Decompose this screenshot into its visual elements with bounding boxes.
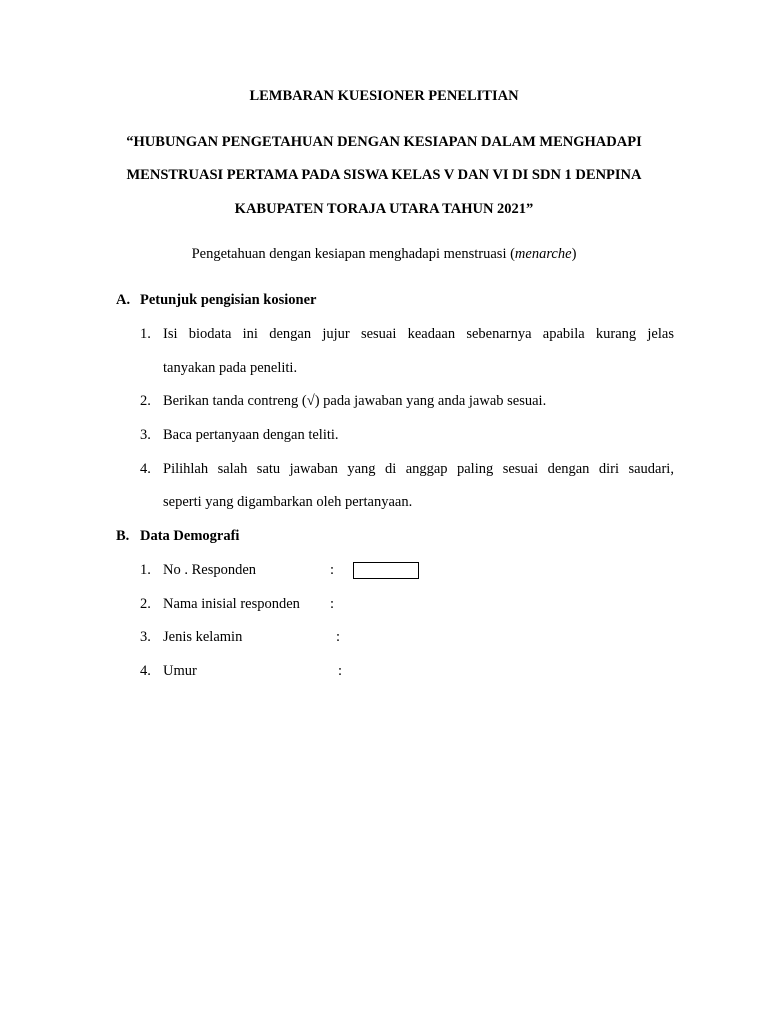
b-item-3-num: 3.	[140, 629, 151, 645]
section-b-marker: B.	[116, 528, 130, 544]
subtitle-line-1: “HUBUNGAN PENGETAHUAN DENGAN KESIAPAN DALAM MENGHADAPI	[126, 134, 642, 150]
a-item-1-word: ini	[242, 326, 258, 342]
a-item-1-word: sebenarnya	[466, 326, 532, 342]
intro-italic: menarche	[514, 246, 572, 262]
a-item-1-word: jujur	[322, 326, 350, 342]
a-item-4-word: sesuai	[502, 461, 539, 477]
a-item-1-word: kurang	[595, 326, 637, 342]
b-item-4-num: 4.	[140, 663, 151, 679]
b-item-4-colon: :	[338, 663, 343, 679]
a-item-4-word: yang	[347, 461, 376, 477]
b-item-1-colon: :	[330, 562, 335, 578]
a-item-1-num: 1.	[140, 326, 151, 342]
a-item-2-text: Berikan tanda contreng (√) pada jawaban yang anda jawab sesuai.	[163, 393, 547, 409]
intro-close: )	[571, 246, 577, 262]
a-item-4-word: Pilihlah	[163, 461, 209, 477]
b-item-2-num: 2.	[140, 596, 151, 612]
a-item-1-word: apabila	[542, 326, 585, 342]
intro-line	[0, 246, 768, 263]
a-item-4-word: diri	[598, 461, 620, 477]
section-a-heading: Petunjuk pengisian kosioner	[140, 292, 317, 308]
a-item-4-line-1	[163, 461, 674, 478]
b-item-3-colon: :	[336, 629, 341, 645]
b-item-4-label: Umur	[163, 663, 197, 679]
a-item-4-word: salah	[217, 461, 248, 477]
a-item-4-word: anggap	[405, 461, 448, 477]
a-item-1-word: sesuai	[360, 326, 397, 342]
b-item-2-colon: :	[330, 596, 335, 612]
section-b-heading: Data Demografi	[140, 528, 240, 544]
a-item-1-word: Isi	[163, 326, 178, 342]
b-item-2-label: Nama inisial responden	[163, 596, 300, 612]
a-item-1-line-2: tanyakan pada peneliti.	[163, 360, 298, 376]
a-item-4-word: jawaban	[289, 461, 338, 477]
a-item-1-word: keadaan	[407, 326, 456, 342]
a-item-1-word: dengan	[269, 326, 312, 342]
a-item-4-word: dengan	[547, 461, 590, 477]
respondent-number-box[interactable]	[353, 562, 419, 579]
a-item-2-num: 2.	[140, 393, 151, 409]
a-item-4-word: di	[384, 461, 397, 477]
b-item-1-num: 1.	[140, 562, 151, 578]
a-item-3-text: Baca pertanyaan dengan teliti.	[163, 427, 339, 443]
a-item-3-num: 3.	[140, 427, 151, 443]
a-item-4-word: paling	[457, 461, 494, 477]
a-item-4-num: 4.	[140, 461, 151, 477]
b-item-3-label: Jenis kelamin	[163, 629, 243, 645]
a-item-1-word: biodata	[188, 326, 232, 342]
a-item-4-line-2: seperti yang digambarkan oleh pertanyaan.	[163, 494, 413, 510]
document-title: LEMBARAN KUESIONER PENELITIAN	[249, 88, 519, 104]
intro-text: Pengetahuan dengan kesiapan menghadapi menstruasi (	[191, 246, 515, 262]
b-item-1-label: No . Responden	[163, 562, 257, 578]
subtitle-line-2: MENSTRUASI PERTAMA PADA SISWA KELAS V DAN VI DI SDN 1 DENPINA	[126, 167, 642, 183]
a-item-1-word: jelas	[647, 326, 674, 342]
section-a-marker: A.	[116, 292, 131, 308]
a-item-4-word: saudari,	[628, 461, 674, 477]
subtitle-line-3: KABUPATEN TORAJA UTARA TAHUN 2021”	[234, 201, 534, 217]
a-item-1-line-1	[163, 326, 674, 343]
a-item-4-word: satu	[256, 461, 281, 477]
